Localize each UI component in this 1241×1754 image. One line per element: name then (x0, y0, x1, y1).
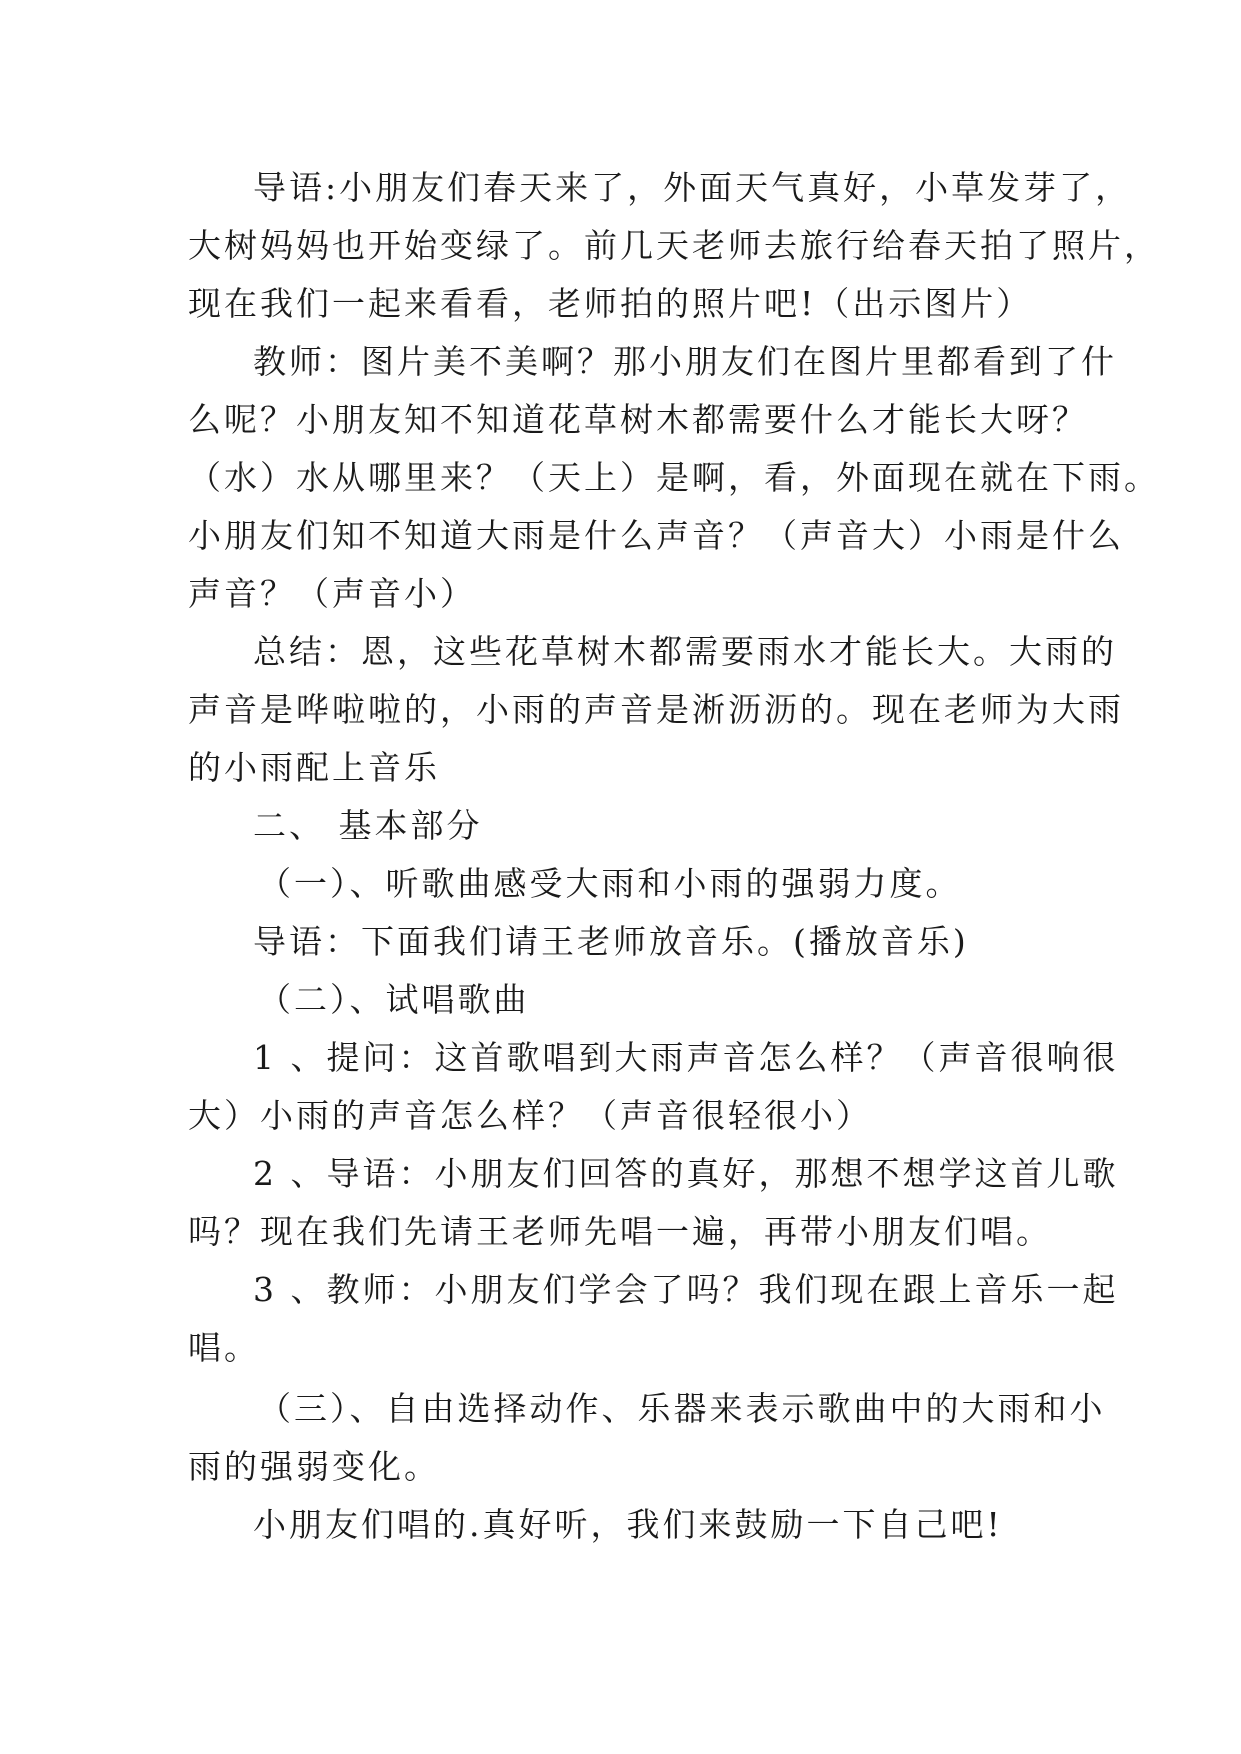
paragraph-intro-line-1: 导语:小朋友们春天来了，外面天气真好，小草发芽了， (253, 168, 1132, 207)
subsection-heading-3-line-2: 雨的强弱变化。 (188, 1447, 440, 1486)
item-3-line-2: 唱。 (188, 1328, 260, 1367)
subsection-heading-1: （一）、听歌曲感受大雨和小雨的强弱力度。 (258, 864, 962, 903)
paragraph-intro-line-3: 现在我们一起来看看，老师拍的照片吧!（出示图片） (188, 284, 1033, 323)
subsection-heading-3-line-1: （三）、自由选择动作、乐器来表示歌曲中的大雨和小 (258, 1389, 1106, 1428)
paragraph-closing: 小朋友们唱的.真好听，我们来鼓励一下自己吧! (253, 1505, 1003, 1544)
paragraph-summary-line-1: 总结：恩，这些花草树木都需要雨水才能长大。大雨的 (253, 632, 1117, 671)
paragraph-teacher-line-2: 么呢？小朋友知不知道花草树木都需要什么才能长大呀？ (188, 400, 1088, 439)
item-3-line-1: 3 、教师：小朋友们学会了吗？我们现在跟上音乐一起 (253, 1270, 1119, 1309)
paragraph-teacher-line-5: 声音？（声音小） (188, 574, 476, 613)
paragraph-teacher-line-3: （水）水从哪里来？（天上）是啊，看，外面现在就在下雨。 (188, 458, 1160, 497)
paragraph-summary-line-3: 的小雨配上音乐 (188, 748, 440, 787)
item-2-line-2: 吗？现在我们先请王老师先唱一遍，再带小朋友们唱。 (188, 1212, 1052, 1251)
paragraph-summary-line-2: 声音是哗啦啦的，小雨的声音是淅沥沥的。现在老师为大雨 (188, 690, 1124, 729)
item-1-line-1: 1 、提问：这首歌唱到大雨声音怎么样？（声音很响很 (253, 1038, 1119, 1077)
subsection-heading-2: （二）、试唱歌曲 (258, 980, 530, 1019)
item-2-line-1: 2 、导语：小朋友们回答的真好，那想不想学这首儿歌 (253, 1154, 1119, 1193)
paragraph-intro-line-2: 大树妈妈也开始变绿了。前几天老师去旅行给春天拍了照片， (188, 226, 1160, 265)
item-1-line-2: 大）小雨的声音怎么样？（声音很轻很小） (188, 1096, 872, 1135)
section-heading-basic: 二、 基本部分 (253, 806, 483, 845)
paragraph-teacher-line-1: 教师：图片美不美啊？那小朋友们在图片里都看到了什 (253, 342, 1117, 381)
paragraph-teacher-line-4: 小朋友们知不知道大雨是什么声音？（声音大）小雨是什么 (188, 516, 1124, 555)
paragraph-intro-music: 导语：下面我们请王老师放音乐。(播放音乐) (253, 922, 969, 961)
